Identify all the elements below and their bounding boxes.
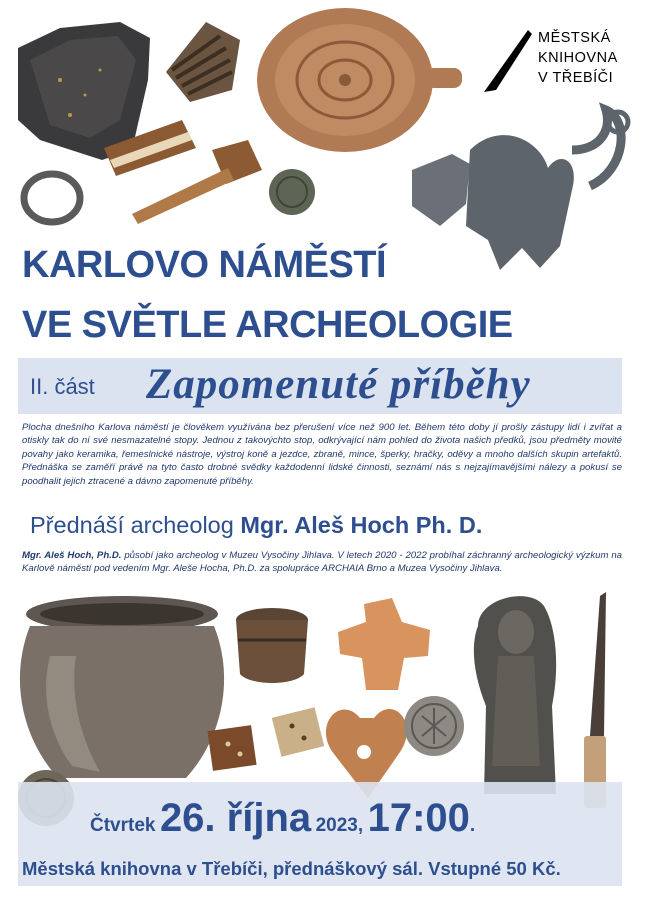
event-venue: Městská knihovna v Třebíči, přednáškový sál. Vstupné 50 Kč. (22, 858, 561, 879)
conical-object-image (166, 22, 240, 102)
lecturer-name: Mgr. Aleš Hoch Ph. D. (240, 512, 483, 538)
lecture-description: Plocha dnešního Karlova náměstí je člověkem využívána bez přerušení více než 900 let. Během této doby jí prošly zástupy lidí i zvířat a otiskly tak do ní své nesmazatelné stopy. Jednou z takovýchto stop, odkrývající nám pohled do života našich předků, jsou předměty movité povahy jako keramika, řemeslnické nástroje, výstroj koně a jezdce, zbraně, mince, šperky, hračky, oděvy a mnoho dalších skupin artefaktů. Přednáška se zaměří právě na tyto často drobné svědky každodenní lidské činnosti, seznámí nás s nejzajímavějšími nálezy a pokusí se poodhalit jejich ztracené a dávno zapomenuté příběhy. (22, 422, 622, 487)
lecturer-prefix: Přednáší archeolog (30, 512, 234, 538)
title-line-2: VE SVĚTLE ARCHEOLOGIE (22, 304, 513, 346)
lecturer-line (30, 512, 482, 539)
bio-text: působí jako archeolog v Muzeu Vysočiny Jihlava. V letech 2020 - 2022 probíhal záchranný archeologický výzkum na Karlově náměstí pod vedením Mgr. Aleše Hocha, Ph.D. za spolupráce ARCHAIA Brno a Muzea Vysočiny Jihlava. (22, 550, 622, 575)
title-line-1: KARLOVO NÁMĚSTÍ (22, 244, 387, 286)
event-date: 26. října (159, 796, 312, 840)
event-day: Čtvrtek (90, 815, 156, 836)
library-logo (480, 26, 620, 98)
event-time: 17:00 (367, 796, 470, 840)
ceramic-pot-image (20, 596, 224, 778)
event-dot: . (469, 815, 476, 836)
logo-line-2: KNIHOVNA (538, 50, 618, 66)
event-line (90, 796, 475, 841)
pen-nib-icon (482, 28, 534, 94)
silver-coin-image (404, 696, 464, 756)
metal-ring-image (24, 174, 80, 222)
logo-line-3: V TŘEBÍČI (538, 70, 614, 86)
wooden-cup-image (236, 608, 308, 683)
part-label: II. část (30, 374, 95, 399)
part-subtitle: Zapomenuté příběhy (146, 361, 531, 408)
lecturer-bio (22, 549, 622, 576)
heraldic-lion-image (412, 110, 628, 270)
knife-image (584, 592, 606, 808)
clay-disc-image (257, 8, 462, 152)
bio-name: Mgr. Aleš Hoch, Ph.D. (22, 550, 122, 561)
logo-line-1: MĚSTSKÁ (538, 30, 611, 46)
small-coin-image (269, 169, 315, 215)
event-year: 2023, (315, 815, 364, 836)
saint-plaque-image (474, 596, 556, 794)
dice-image (207, 707, 324, 771)
clay-figurine-image (338, 598, 430, 690)
